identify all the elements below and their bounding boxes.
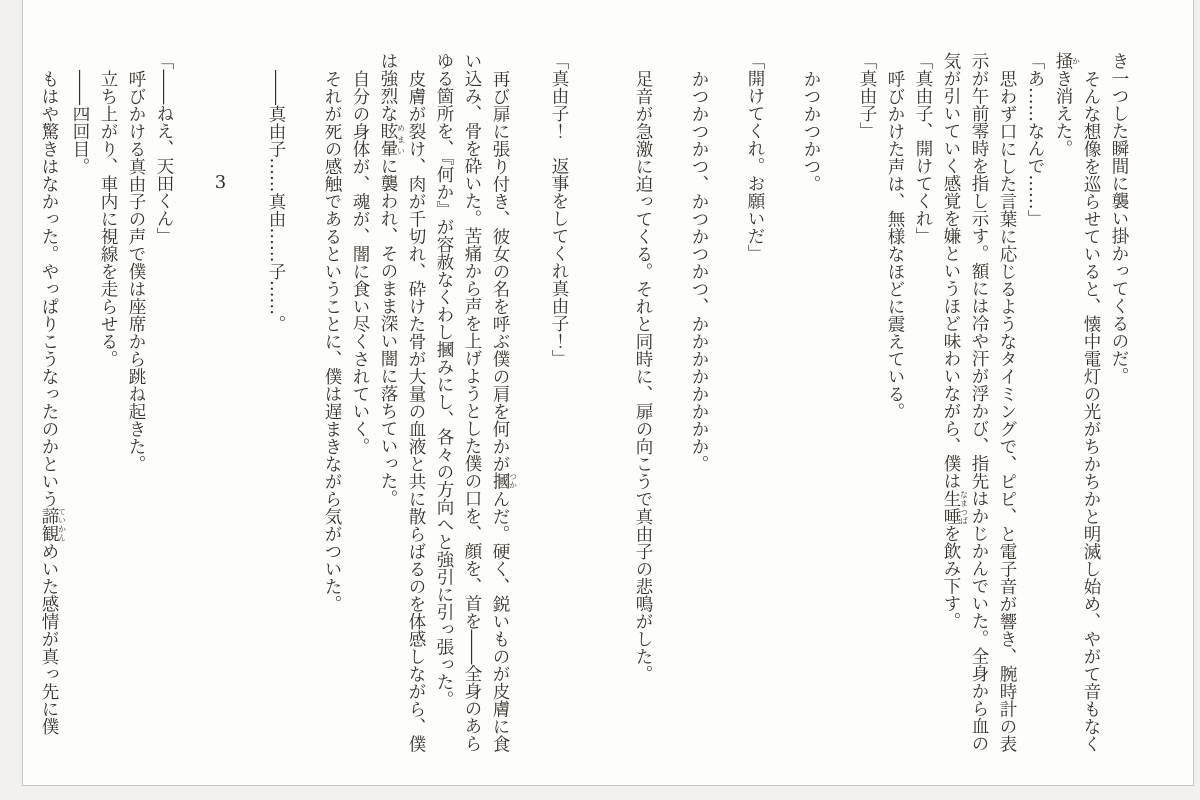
blank-line [290, 52, 318, 752]
ruby-annotated-word: 諦観ていかん [39, 507, 67, 542]
blank-line [825, 52, 853, 752]
page-text [35, 52, 1133, 752]
paragraph: 「真由子、開けてくれ」 [913, 52, 933, 245]
paragraph: 足音が急激に迫ってくる。それと同時に、扉の向こうで真由子の悲鳴がした。 [633, 69, 653, 682]
paragraph: 「あ……なんで……」 [1025, 52, 1045, 227]
paragraph: それが死の感触であるということに、僕は遅まきながら気がついた。 [322, 69, 342, 612]
paragraph: 皮膚が裂け、肉が千切れ、砕けた骨が大量の血液と共に散らばるのを体感しながら、僕は強烈な眩暈めまいに襲われ、そのまま深い闇に落ちていった。 [378, 52, 426, 752]
paragraph: 呼びかける真由子の声で僕は座席から跳ね起きた。 [126, 69, 146, 472]
blank-line [517, 52, 545, 752]
ruby-annotated-word: 掻か [1053, 52, 1081, 70]
paragraph: ――真由子……真由……子……。 [266, 69, 286, 332]
blank-line [769, 52, 797, 752]
blank-line [657, 52, 685, 752]
ruby-annotated-word: 生唾なまつば [941, 489, 969, 525]
paragraph: 「――ねえ、天田くん」 [154, 52, 174, 245]
blank-line [234, 52, 262, 752]
book-page [22, 0, 1194, 786]
section-number [206, 52, 234, 752]
paragraph: 「真由子」 [857, 52, 877, 140]
ruby-annotated-word: 眩暈めまい [378, 122, 406, 157]
paragraph: き一つした瞬間に襲い掛かってくるのだ。 [1109, 52, 1129, 385]
paragraph: 再び扉に張り付き、彼女の名を呼ぶ僕の肩を何かが摑つかんだ。硬く、鋭いものが皮膚に食い込み、骨を砕いた。苦痛から声を上げようとした僕の口を、顔を、首を――全身のあらゆる箇所を、『何か』が容赦なくわし摑みにし、各々の方向へと強引に引っ張った。 [434, 52, 518, 752]
paragraph: 自分の身体が、魂が、闇に食い尽くされていく。 [350, 69, 370, 455]
paragraph: 「開けてくれ。お願いだ」 [745, 52, 765, 262]
paragraph: 呼びかけた声は、無様なほどに震えている。 [885, 69, 905, 420]
paragraph: かつかつかつ。 [801, 69, 821, 192]
paragraph: かつかつかつ、かつかつかつ、かかかかかかかか。 [689, 69, 709, 472]
ruby-annotated-word: 摑つか [490, 472, 518, 490]
paragraph: 「真由子！ 返事をしてくれ真由子！」 [549, 52, 569, 367]
paragraph: 思わず口にした言葉に応じるようなタイミングで、ピピ、と電子音が響き、腕時計の表示が午前零時を指し示す。額には冷や汗が浮かび、指先はかじかんでいた。全身から血の気が引いていく感覚を嫌というほど味わいながら、僕は生唾なまつばを飲み下す。 [941, 52, 1017, 752]
blank-line [573, 52, 601, 752]
blank-line [178, 52, 206, 752]
paragraph: ――四回目。 [70, 69, 90, 175]
section-number-digit: 3 [210, 172, 231, 193]
blank-line [601, 52, 629, 752]
paragraph: もはや驚きはなかった。やっぱりこうなったのかという諦観ていかんめいた感情が真っ先に僕 [39, 69, 67, 735]
blank-line [713, 52, 741, 752]
paragraph: 立ち上がり、車内に視線を走らせる。 [98, 69, 118, 367]
paragraph: そんな想像を巡らせていると、懐中電灯の光がちかちかと明滅し始め、やがて音もなく掻かき消えた。 [1053, 52, 1101, 752]
